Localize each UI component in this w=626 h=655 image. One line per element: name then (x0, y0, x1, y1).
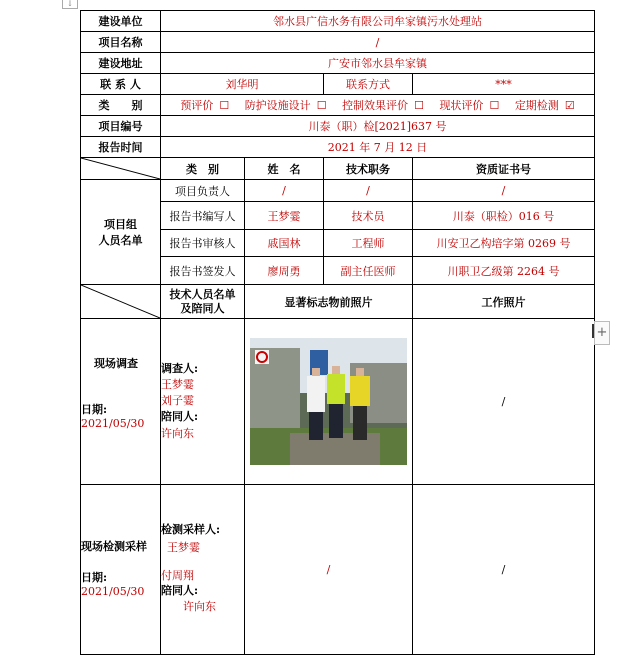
team-name[interactable]: / (245, 180, 324, 202)
survey-info-cell (81, 319, 161, 485)
col-header-category: 类 别 (161, 158, 245, 180)
value-project-no[interactable]: 川泰（职）检[2021]637 号 (161, 116, 595, 137)
value-address[interactable]: 广安市邻水县牟家镇 (161, 53, 595, 74)
label-photo-work: 工作照片 (413, 285, 595, 319)
sampling-date[interactable]: 2021/05/30 (81, 585, 145, 598)
sampling-escort[interactable]: 许向东 (183, 600, 216, 613)
value-unit[interactable]: 邻水县广信水务有限公司牟家镇污水处理站 (161, 11, 595, 32)
sampling-date-label: 日期: (81, 571, 108, 584)
table-row (81, 180, 595, 202)
diagonal-line-icon (81, 285, 160, 318)
category-label: 控制效果评价 (342, 99, 409, 112)
row-unit (81, 11, 595, 32)
survey-investigator[interactable]: 王梦霎 (161, 378, 194, 391)
survey-people-cell (161, 319, 245, 485)
row-contact (81, 74, 595, 95)
team-name[interactable]: 戚国林 (245, 230, 324, 257)
team-cert[interactable]: 川泰（职检）016 号 (413, 202, 595, 230)
checkbox-icon[interactable]: ☐ (414, 99, 424, 112)
col-header-title: 技术职务 (324, 158, 413, 180)
label-category: 类 别 (81, 95, 161, 116)
col-header-name: 姓 名 (245, 158, 324, 180)
add-column-button[interactable]: + (594, 321, 610, 345)
sampling-work-photo-cell[interactable]: / (413, 485, 595, 655)
team-role: 报告书编写人 (161, 202, 245, 230)
row-photo-header (81, 285, 595, 319)
survey-escort[interactable]: 许向东 (161, 427, 194, 440)
survey-work-photo-cell[interactable]: / (413, 319, 595, 485)
category-option-pre-eval[interactable] (177, 99, 232, 112)
team-cert[interactable]: 川职卫乙级第 2264 号 (413, 257, 595, 285)
checkbox-icon[interactable]: ☐ (219, 99, 230, 112)
checkbox-checked-icon[interactable]: ☑ (564, 99, 575, 112)
value-contact-name[interactable]: 刘华明 (161, 74, 324, 95)
category-option-protection-design[interactable] (242, 99, 330, 112)
diagonal-header-cell (81, 158, 161, 180)
label-contact: 联 系 人 (81, 74, 161, 95)
team-role: 报告书签发人 (161, 257, 245, 285)
survey-date[interactable]: 2021/05/30 (81, 417, 145, 430)
label-report-time: 报告时间 (81, 137, 161, 158)
label-tech-staff: 技术人员名单 及陪同人 (161, 285, 245, 319)
label-project-name: 项目名称 (81, 32, 161, 53)
sampling-escort-label: 陪同人: (161, 584, 199, 597)
inspection-form-table (80, 10, 595, 655)
row-site-sampling (81, 485, 595, 655)
checkbox-icon[interactable]: ☐ (489, 99, 500, 112)
team-role: 项目负责人 (161, 180, 245, 202)
diagonal-line-icon (81, 158, 160, 179)
sampling-sampler[interactable]: 王梦霎 (167, 541, 200, 554)
label-photo-before: 显著标志物前照片 (245, 285, 413, 319)
team-name[interactable]: 王梦霎 (245, 202, 324, 230)
label-project-no: 项目编号 (81, 116, 161, 137)
row-site-survey (81, 319, 595, 485)
team-title[interactable]: 工程师 (324, 230, 413, 257)
survey-escort-label: 陪同人: (161, 410, 199, 423)
label-unit: 建设单位 (81, 11, 161, 32)
col-header-cert: 资质证书号 (413, 158, 595, 180)
row-report-time (81, 137, 595, 158)
site-photo-image (250, 338, 407, 465)
label-address: 建设地址 (81, 53, 161, 74)
category-option-status-eval[interactable] (436, 99, 502, 112)
value-contact-method[interactable]: *** (413, 74, 595, 95)
category-label: 定期检测 (514, 99, 559, 112)
row-project-name (81, 32, 595, 53)
team-title[interactable]: 技术员 (324, 202, 413, 230)
value-project-name[interactable]: / (161, 32, 595, 53)
row-address (81, 53, 595, 74)
site-photo[interactable] (250, 338, 407, 465)
diagonal-header-cell (81, 285, 161, 319)
category-label: 预评价 (180, 99, 214, 112)
survey-photo-cell (245, 319, 413, 485)
sampling-sampler[interactable]: 付周翔 (161, 569, 194, 582)
team-title[interactable]: 副主任医师 (324, 257, 413, 285)
category-label: 现状评价 (439, 99, 484, 112)
sampling-people-cell (161, 485, 245, 655)
row-category (81, 95, 595, 116)
survey-date-label: 日期: (81, 403, 108, 416)
team-title[interactable]: / (324, 180, 413, 202)
category-label: 防护设施设计 (244, 99, 311, 112)
team-cert[interactable]: / (413, 180, 595, 202)
checkbox-icon[interactable]: ☐ (316, 99, 327, 112)
category-options (161, 95, 595, 116)
label-team: 项目组 人员名单 (81, 180, 161, 285)
survey-investigator[interactable]: 刘子霎 (161, 394, 194, 407)
team-name[interactable]: 廖周勇 (245, 257, 324, 285)
team-cert[interactable]: 川安卫乙构培字第 0269 号 (413, 230, 595, 257)
survey-title: 现场调查 (94, 357, 138, 370)
survey-investigator-label: 调查人: (161, 362, 199, 375)
sampling-photo-before-cell[interactable]: / (245, 485, 413, 655)
sampling-title: 现场检测采样 (81, 540, 147, 553)
row-team-header (81, 158, 595, 180)
row-project-no (81, 116, 595, 137)
label-contact-method: 联系方式 (324, 74, 413, 95)
category-option-control-effect[interactable] (339, 99, 427, 112)
team-role: 报告书审核人 (161, 230, 245, 257)
sampling-info-cell (81, 485, 161, 655)
value-report-time[interactable]: 2021 年 7 月 12 日 (161, 137, 595, 158)
sampling-sampler-label: 检测采样人: (161, 523, 221, 536)
category-option-periodic-test[interactable] (512, 99, 578, 112)
page-corner-marker: ↓ (62, 0, 78, 9)
